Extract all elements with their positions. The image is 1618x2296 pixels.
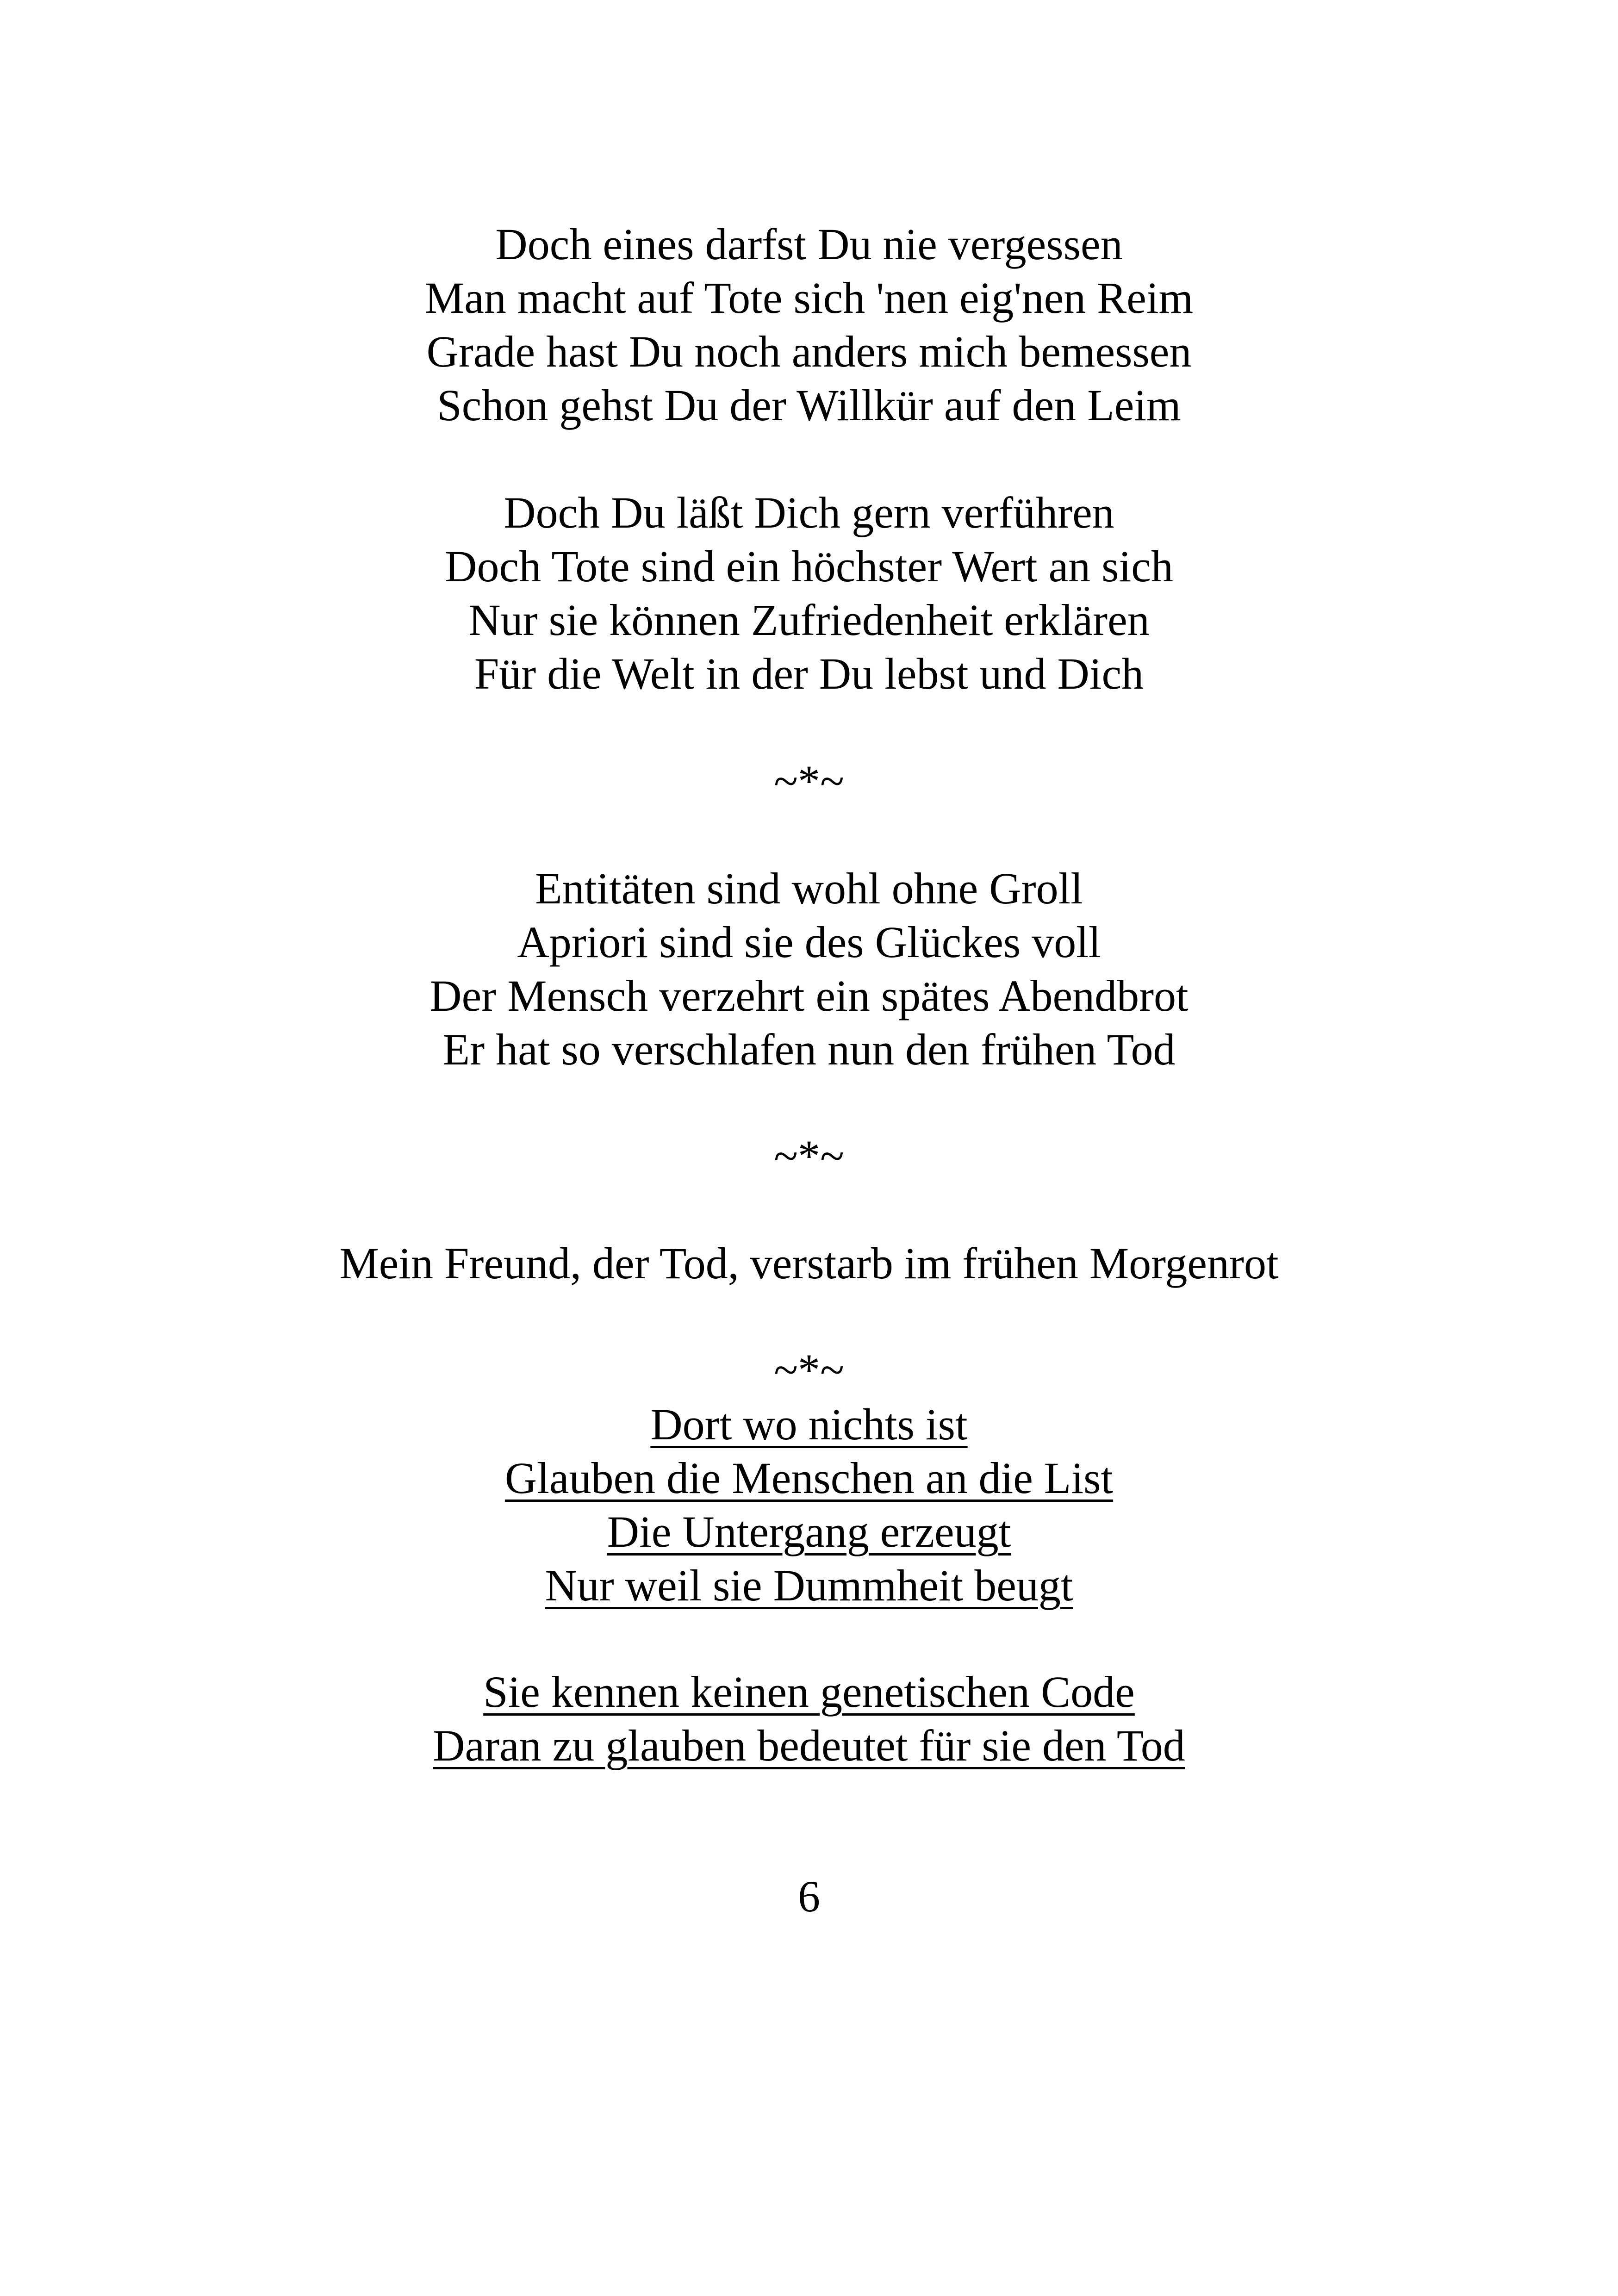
verse-line: Für die Welt in der Du lebst und Dich (474, 649, 1144, 698)
verse-line: Doch Du läßt Dich gern verführen (504, 488, 1114, 537)
verse-line-wrap (0, 1398, 1618, 1451)
verse-line-wrap (0, 1665, 1618, 1719)
page-number: 6 (798, 1872, 820, 1921)
verse-line: Dort wo nichts ist (650, 1400, 968, 1449)
verse-line: Schon gehst Du der Willkür auf den Leim (437, 380, 1181, 430)
verse-line-wrap (0, 1719, 1618, 1773)
verse-line: Nur sie können Zufriedenheit erklären (468, 595, 1150, 645)
verse-line: Daran zu glauben bedeutet für sie den Tod (433, 1721, 1185, 1770)
verse-line: Glauben die Menschen an die List (504, 1453, 1114, 1503)
section-divider: ~*~ (774, 1131, 844, 1181)
verse-line: Nur weil sie Dummheit beugt (545, 1561, 1073, 1610)
verse-line: Man macht auf Tote sich 'nen eig'nen Reim (424, 273, 1194, 323)
verse-line: Doch eines darfst Du nie vergessen (495, 219, 1123, 269)
verse-line-wrap (0, 1559, 1618, 1612)
verse-line: Der Mensch verzehrt ein spätes Abendbrot (429, 971, 1189, 1020)
verse-line: Mein Freund, der Tod, verstarb im frühen Morgenrot (339, 1238, 1279, 1288)
verse-line: Grade hast Du noch anders mich bemessen (426, 327, 1192, 376)
verse-line-wrap (0, 1451, 1618, 1505)
verse-line: Er hat so verschlafen nun den frühen Tod (442, 1025, 1176, 1074)
section-divider: ~*~ (774, 756, 844, 806)
verse-line: Apriori sind sie des Glückes voll (517, 917, 1101, 967)
verse-line: Sie kennen keinen genetischen Code (483, 1667, 1135, 1717)
verse-line: Doch Tote sind ein höchster Wert an sich (445, 541, 1173, 591)
verse-line: Die Untergang erzeugt (607, 1507, 1011, 1556)
verse-line-wrap (0, 1505, 1618, 1559)
verse-line: Entitäten sind wohl ohne Groll (535, 864, 1083, 913)
section-divider: ~*~ (774, 1345, 844, 1394)
